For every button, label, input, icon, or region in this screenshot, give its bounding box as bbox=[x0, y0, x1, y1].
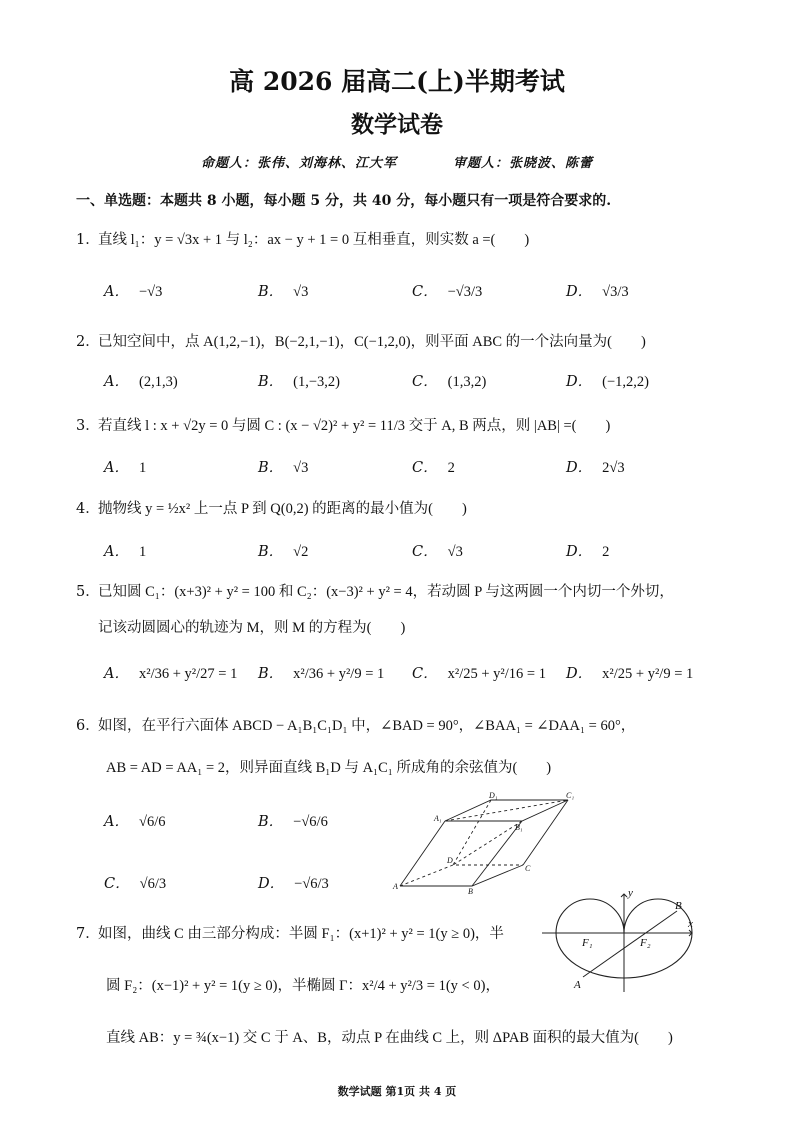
label-b: B bbox=[675, 900, 682, 912]
option-c: C． √6/3 bbox=[104, 876, 167, 892]
option-c: C． x²/25 + y²/16 = 1 bbox=[412, 666, 546, 682]
question-1: 1．直线 l₁：y = √3x + 1 与 l₂：ax − y + 1 = 0 互相垂直，则实数 a =( ) bbox=[76, 232, 530, 248]
option-a: A． √6/6 bbox=[104, 814, 166, 830]
question-6-line2: AB = AD = AA₁ = 2，则异面直线 B₁D 与 A₁C₁ 所成角的余弦值为( ) bbox=[106, 760, 552, 776]
question-stem: 已知空间中，点 A(1,2,−1)，B(−2,1,−1)，C(−1,2,0)，则平面 ABC 的一个法向量为( ) bbox=[98, 334, 646, 350]
option-a: A． 1 bbox=[104, 460, 147, 476]
label-f2: F₂ bbox=[640, 937, 651, 949]
option-b: B． √2 bbox=[258, 544, 309, 560]
edge-aa1 bbox=[400, 821, 445, 886]
label-x: x bbox=[688, 918, 693, 930]
question-stem: 抛物线 y = ½x² 上一点 P 到 Q(0,2) 的距离的最小值为( ) bbox=[98, 501, 467, 517]
option-c: C． (1,3,2) bbox=[412, 374, 487, 390]
page-footer: 数学试题 第1页 共 4 页 bbox=[337, 1085, 457, 1098]
label-b: B bbox=[468, 887, 473, 894]
curve-figure bbox=[540, 884, 700, 996]
question-7-line2: 圆 F₂：(x−1)² + y² = 1(y ≥ 0)，半椭圆 Γ：x²/4 + y²/3 = 1(y < 0)， bbox=[106, 978, 500, 994]
line-ab bbox=[583, 911, 677, 977]
edge-cc1 bbox=[523, 800, 568, 865]
label-y: y bbox=[628, 887, 633, 899]
option-a: A． −√3 bbox=[104, 284, 163, 300]
label-a: A bbox=[574, 979, 581, 991]
question-2: 2．已知空间中，点 A(1,2,−1)，B(−2,1,−1)，C(−1,2,0)，则平面 ABC 的一个法向量为( ) bbox=[76, 334, 646, 350]
label-d: D bbox=[447, 856, 453, 865]
option-b: B． x²/36 + y²/9 = 1 bbox=[258, 666, 385, 682]
bottom-edges bbox=[400, 865, 523, 886]
b1d-line bbox=[453, 821, 522, 865]
question-5-line2: 记该动圆圆心的轨迹为 M，则 M 的方程为( ) bbox=[98, 620, 406, 636]
section-heading: 一、单选题：本题共 8 小题，每小题 5 分，共 40 分，每小题只有一项是符合要求的. bbox=[76, 193, 612, 209]
question-7-line3: 直线 AB：y = ¾(x−1) 交 C 于 A、B，动点 P 在曲线 C 上，则 ΔPAB 面积的最大值为( ) bbox=[106, 1030, 673, 1046]
label-c1: C₁ bbox=[566, 791, 575, 800]
option-a: A． (2,1,3) bbox=[104, 374, 178, 390]
label-b1: B₁ bbox=[515, 823, 523, 832]
question-stem: 如图，在平行六面体 ABCD − A₁B₁C₁D₁ 中，∠BAD = 90°，∠BAA₁ = ∠DAA₁ = 60°， bbox=[98, 718, 636, 734]
authors-line bbox=[0, 152, 794, 171]
question-stem: 若直线 l : x + √2y = 0 与圆 C : (x − √2)² + y² = 11/3 交于 A, B 两点，则 |AB| =( ) bbox=[98, 418, 611, 434]
question-stem: 直线 l₁：y = √3x + 1 与 l₂：ax − y + 1 = 0 互相垂直，则实数 a =( ) bbox=[98, 232, 530, 248]
option-d: D． 2 bbox=[566, 544, 610, 560]
hidden-edges bbox=[400, 865, 523, 886]
option-d: D． 2√3 bbox=[566, 460, 625, 476]
option-d: D． −√6/3 bbox=[258, 876, 329, 892]
question-5: 5．已知圆 C₁：(x+3)² + y² = 100 和 C₂：(x−3)² + y² = 4，若动圆 P 与这两圆一个内切一个外切， bbox=[76, 584, 674, 600]
parallelepiped-figure bbox=[390, 790, 590, 894]
label-a1: A₁ bbox=[434, 814, 442, 823]
label-d1: D₁ bbox=[489, 791, 498, 800]
exam-title: 高 2026 届高二(上)半期考试 bbox=[229, 67, 565, 96]
option-c: C． √3 bbox=[412, 544, 463, 560]
question-3: 3．若直线 l : x + √2y = 0 与圆 C : (x − √2)² + y² = 11/3 交于 A, B 两点，则 |AB| =( ) bbox=[76, 418, 611, 434]
label-f1: F₁ bbox=[582, 937, 593, 949]
option-d: D． √3/3 bbox=[566, 284, 629, 300]
option-b: B． −√6/6 bbox=[258, 814, 328, 830]
question-4: 4．抛物线 y = ½x² 上一点 P 到 Q(0,2) 的距离的最小值为( ) bbox=[76, 501, 467, 517]
question-7: 7．如图，曲线 C 由三部分构成：半圆 F₁：(x+1)² + y² = 1(y ≥ 0)，半 bbox=[76, 926, 504, 942]
hidden-edge-dd1 bbox=[453, 800, 491, 865]
option-d: D． x²/25 + y²/9 = 1 bbox=[566, 666, 694, 682]
option-b: B． (1,−3,2) bbox=[258, 374, 340, 390]
option-b: B． √3 bbox=[258, 460, 309, 476]
label-a: A bbox=[393, 882, 398, 891]
a1c1-line bbox=[445, 800, 568, 821]
option-c: C． −√3/3 bbox=[412, 284, 483, 300]
setters: 命题人：张伟、刘海林、江大军 bbox=[200, 156, 397, 171]
label-c: C bbox=[525, 864, 531, 873]
option-d: D． (−1,2,2) bbox=[566, 374, 649, 390]
option-a: A． 1 bbox=[104, 544, 147, 560]
question-stem: 如图，曲线 C 由三部分构成：半圆 F₁：(x+1)² + y² = 1(y ≥ 0)，半 bbox=[98, 926, 504, 942]
question-6: 6．如图，在平行六面体 ABCD − A₁B₁C₁D₁ 中，∠BAD = 90°，∠BAA₁ = ∠DAA₁ = 60°， bbox=[76, 718, 636, 734]
option-b: B． √3 bbox=[258, 284, 309, 300]
exam-subtitle: 数学试卷 bbox=[351, 111, 443, 138]
question-stem: 已知圆 C₁：(x+3)² + y² = 100 和 C₂：(x−3)² + y² = 4，若动圆 P 与这两圆一个内切一个外切， bbox=[98, 584, 674, 600]
option-c: C． 2 bbox=[412, 460, 455, 476]
reviewers: 审题人：张晓波、陈蕾 bbox=[453, 156, 594, 171]
option-a: A． x²/36 + y²/27 = 1 bbox=[104, 666, 238, 682]
